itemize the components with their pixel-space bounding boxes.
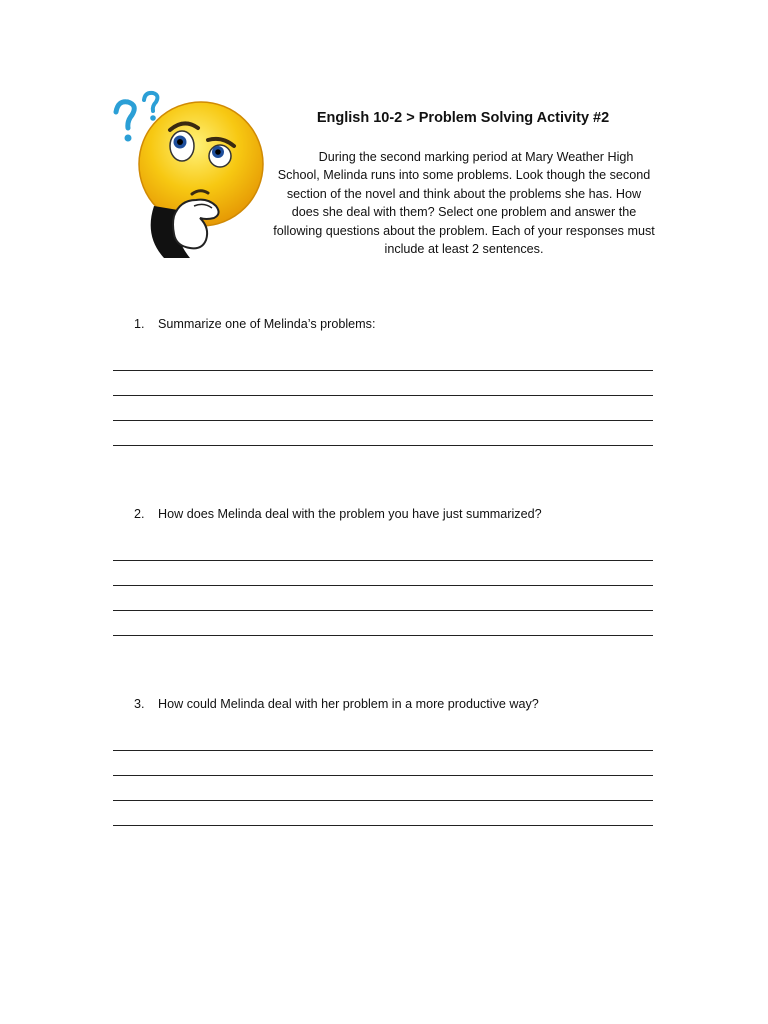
answer-line[interactable] <box>113 800 653 801</box>
answer-line[interactable] <box>113 420 653 421</box>
question-mark-icon <box>116 93 157 128</box>
question-number: 1. <box>134 317 145 331</box>
page-title: English 10-2 > Problem Solving Activity #2 <box>316 110 610 126</box>
question-1 <box>134 315 694 333</box>
question-text: How does Melinda deal with the problem you have just summarized? <box>158 507 542 521</box>
answer-line[interactable] <box>113 395 653 396</box>
instructions-paragraph <box>272 148 656 258</box>
answer-line[interactable] <box>113 585 653 586</box>
question-3 <box>134 695 694 713</box>
answer-line[interactable] <box>113 445 653 446</box>
question-2 <box>134 505 694 523</box>
question-number: 2. <box>134 507 145 521</box>
question-text: How could Melinda deal with her problem in a more productive way? <box>158 697 539 711</box>
answer-line[interactable] <box>113 560 653 561</box>
question-text: Summarize one of Melinda’s problems: <box>158 317 376 331</box>
answer-line[interactable] <box>113 370 653 371</box>
answer-line[interactable] <box>113 825 653 826</box>
answer-line[interactable] <box>113 775 653 776</box>
thinking-face-icon <box>108 88 266 260</box>
answer-line[interactable] <box>113 610 653 611</box>
instructions-text: During the second marking period at Mary Weather High School, Melinda runs into some problems. Look though the second section of the novel and think about the problems she has. How does she deal with them? Select one problem and answer the following questions about the problem. Each of your responses must include at least 2 sentences. <box>273 150 655 257</box>
answer-line[interactable] <box>113 635 653 636</box>
answer-line[interactable] <box>113 750 653 751</box>
question-number: 3. <box>134 697 145 711</box>
